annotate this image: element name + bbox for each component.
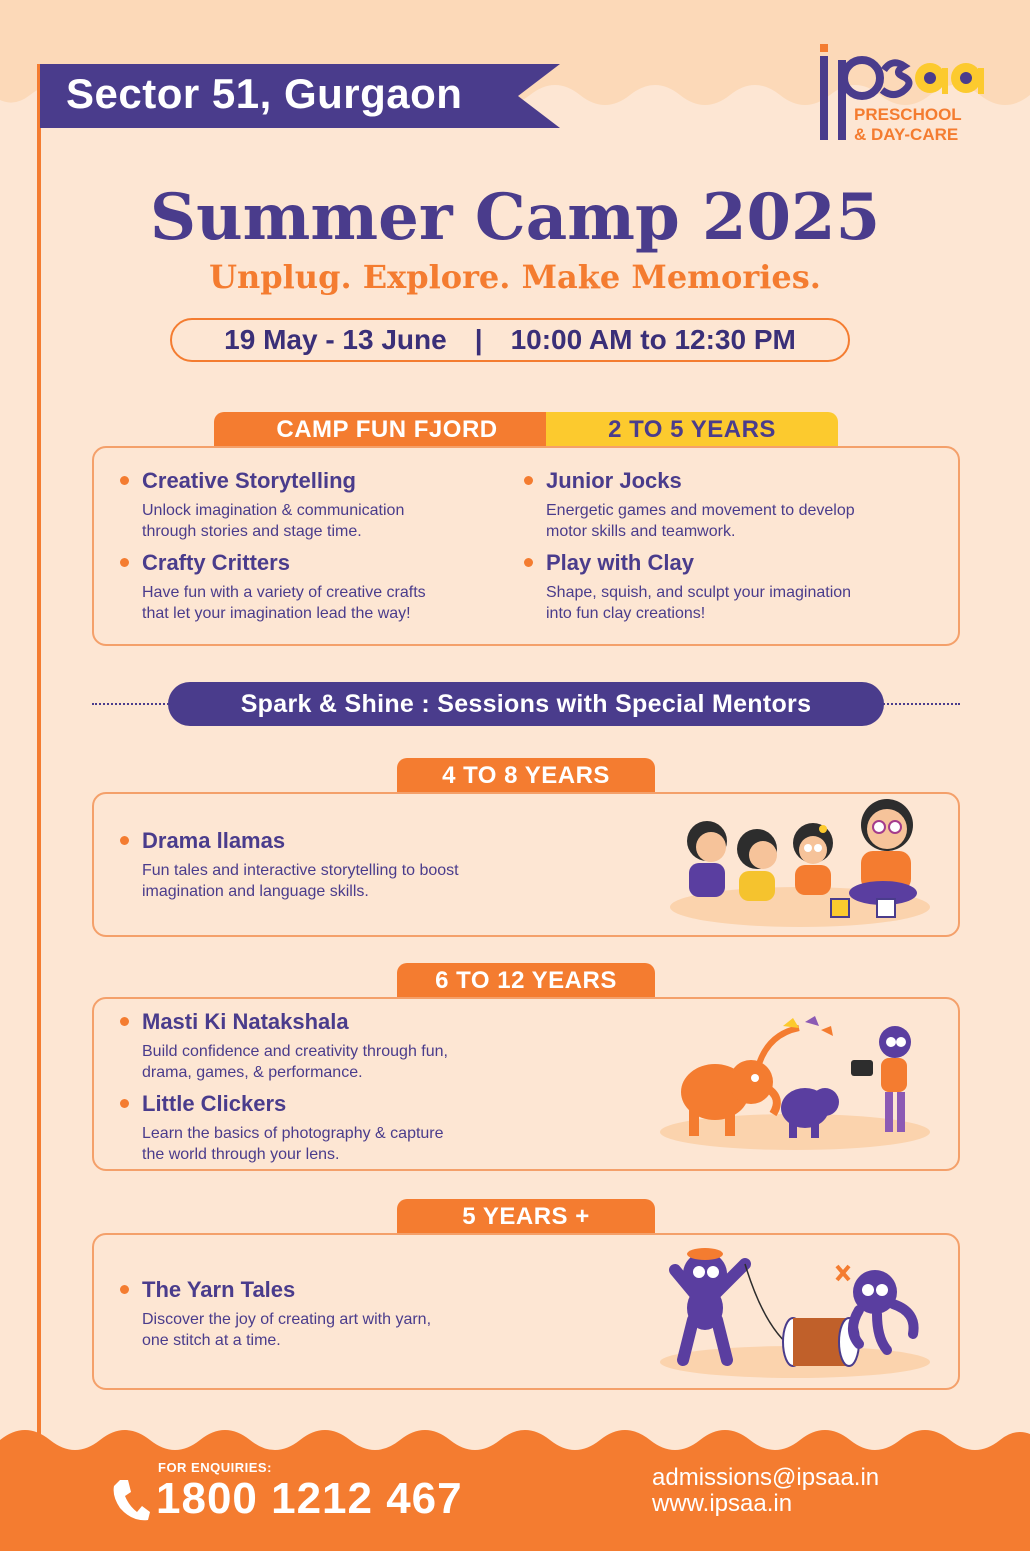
activity-title: Crafty Critters (142, 550, 290, 575)
activity-item (142, 468, 404, 542)
activity-item (142, 828, 459, 902)
activity-desc: through stories and stage time. (142, 523, 362, 540)
activity-desc: imagination and language skills. (142, 883, 369, 900)
email-link[interactable]: admissions@ipsaa.in (652, 1464, 880, 1491)
tagline: Unplug. Explore. Make Memories. (209, 258, 821, 296)
activity-desc: the world through your lens. (142, 1146, 340, 1163)
phone-icon (112, 1478, 150, 1522)
schedule-separator: | (474, 324, 483, 355)
location-label: Sector 51, Gurgaon (66, 70, 463, 117)
activity-desc: Shape, squish, and sculpt your imagination (546, 584, 852, 601)
bullet-icon (120, 1017, 129, 1026)
activity-item (142, 550, 426, 624)
activity-desc: Fun tales and interactive storytelling to boost (142, 862, 459, 879)
bullet-icon (120, 558, 129, 567)
website-link[interactable]: www.ipsaa.in (652, 1490, 793, 1517)
logo-preschool: PRESCHOOL (854, 105, 962, 124)
dotted-divider-left (92, 703, 172, 705)
activity-desc: Have fun with a variety of creative crafts (142, 584, 426, 601)
kids-storytelling-illustration (665, 795, 935, 930)
activity-desc: into fun clay creations! (546, 605, 706, 622)
activity-desc: motor skills and teamwork. (546, 523, 736, 540)
tab-fun-fjord-age: 2 TO 5 YEARS (546, 412, 838, 448)
logo-daycare: & DAY-CARE (854, 125, 959, 144)
phone-number[interactable]: 1800 1212 467 (156, 1474, 463, 1523)
activity-title: Junior Jocks (546, 468, 682, 493)
activity-item (142, 1277, 431, 1351)
bullet-icon (120, 476, 129, 485)
tab-6-to-12: 6 TO 12 YEARS (397, 963, 655, 999)
bullet-icon (524, 558, 533, 567)
activity-item (142, 1091, 444, 1165)
activity-title: The Yarn Tales (142, 1277, 296, 1302)
page-title: Summer Camp 2025 (149, 180, 881, 255)
dotted-divider-right (880, 703, 960, 705)
activity-desc: drama, games, & performance. (142, 1064, 363, 1081)
schedule-dates: 19 May - 13 June (224, 324, 447, 355)
activity-desc: Learn the basics of photography & capture (142, 1125, 444, 1142)
activity-title: Creative Storytelling (142, 468, 356, 493)
bullet-icon (120, 1285, 129, 1294)
fun-fjord-box (92, 446, 960, 646)
activity-item (546, 550, 851, 624)
yarn-characters-illustration (655, 1240, 935, 1380)
activity-desc: one stitch at a time. (142, 1332, 281, 1349)
bullet-icon (524, 476, 533, 485)
schedule-time: 10:00 AM to 12:30 PM (510, 324, 796, 355)
activity-desc: Energetic games and movement to develop (546, 502, 855, 519)
elephants-photographer-illustration (655, 1012, 935, 1152)
activity-title: Little Clickers (142, 1091, 287, 1116)
mentors-heading: Spark & Shine : Sessions with Special Mentors (168, 682, 884, 726)
activity-title: Play with Clay (546, 550, 694, 575)
activity-desc: Unlock imagination & communication (142, 502, 405, 519)
bullet-icon (120, 836, 129, 845)
tab-4-to-8: 4 TO 8 YEARS (397, 758, 655, 794)
ipsaa-logo (818, 42, 998, 152)
schedule-pill (170, 318, 850, 362)
activity-title: Drama llamas (142, 828, 286, 853)
tab-5-plus: 5 YEARS + (397, 1199, 655, 1235)
activity-title: Masti Ki Natakshala (142, 1009, 349, 1034)
activity-desc: Discover the joy of creating art with yarn, (142, 1311, 432, 1328)
activity-item (546, 468, 855, 542)
activity-desc: Build confidence and creativity through fun, (142, 1043, 448, 1060)
activity-item (142, 1009, 448, 1083)
tab-fun-fjord: CAMP FUN FJORD (214, 412, 560, 448)
bullet-icon (120, 1099, 129, 1108)
activity-desc: that let your imagination lead the way! (142, 605, 411, 622)
enquiries-label: FOR ENQUIRIES: (158, 1460, 272, 1475)
